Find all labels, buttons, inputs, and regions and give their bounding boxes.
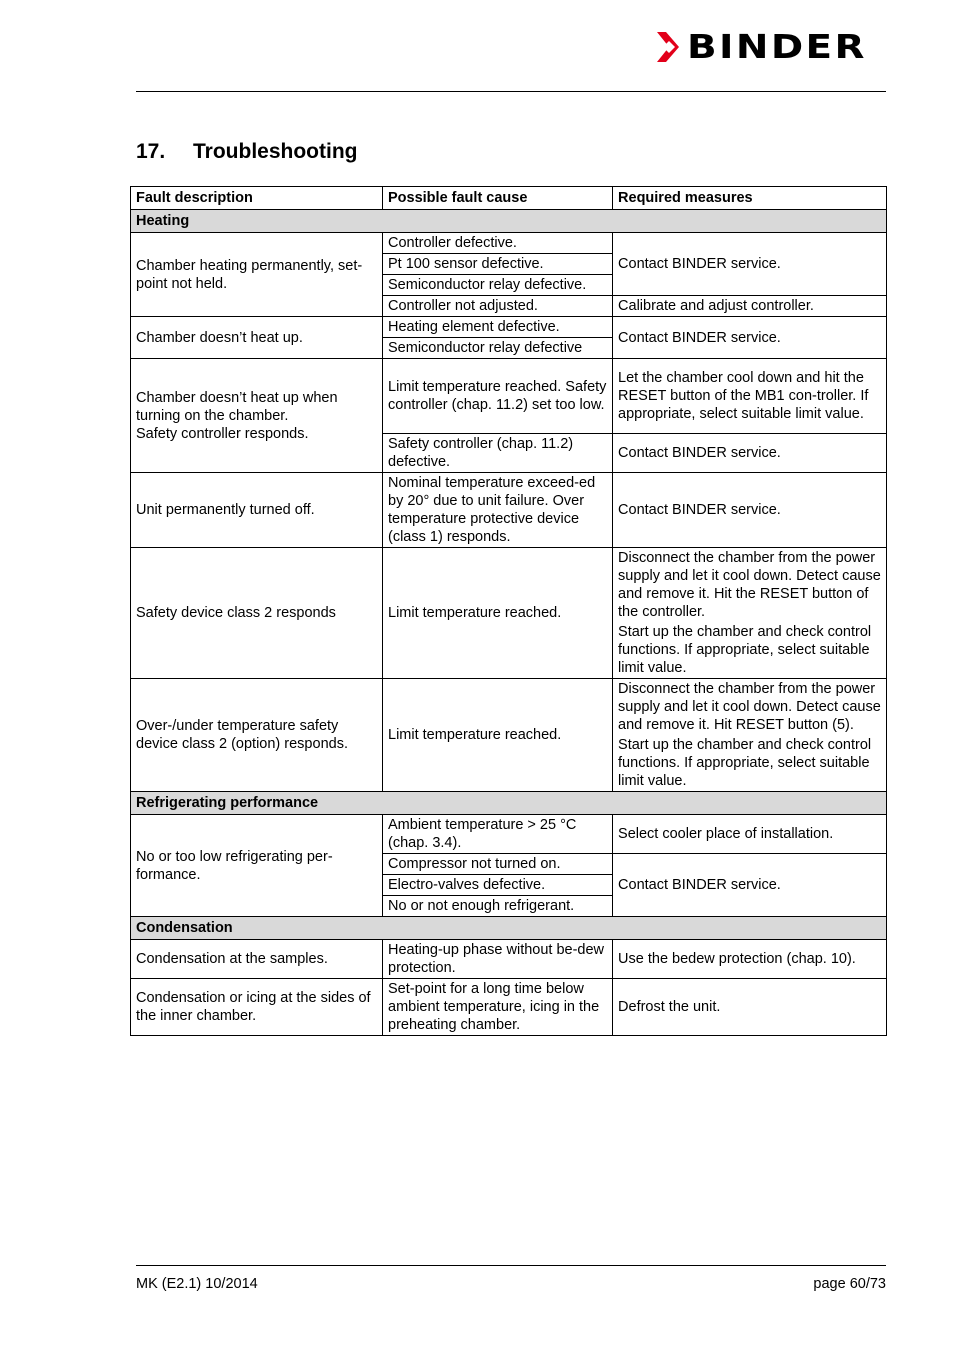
table-row <box>131 548 887 679</box>
fault-cell: Chamber doesn’t heat up when turning on the chamber. Safety controller responds. <box>131 359 383 473</box>
fault-cell: No or too low refrigerating per-formance. <box>131 815 383 917</box>
cause-cell: Limit temperature reached. <box>383 548 613 679</box>
cause-cell: Heating-up phase without be-dew protection. <box>383 940 613 979</box>
fault-cell: Condensation or icing at the sides of the inner chamber. <box>131 979 383 1036</box>
cause-cell: Semiconductor relay defective. <box>383 275 613 296</box>
page-title <box>136 140 357 164</box>
measure-cell: Calibrate and adjust controller. <box>613 296 887 317</box>
table-row <box>131 940 887 979</box>
cause-cell: Compressor not turned on. <box>383 854 613 875</box>
troubleshooting-table <box>130 186 887 1036</box>
section-label: Heating <box>131 210 887 233</box>
header-cause: Possible fault cause <box>383 187 613 210</box>
cause-cell: Set-point for a long time below ambient temperature, icing in the preheating chamber. <box>383 979 613 1036</box>
fault-cell: Over-/under temperature safety device class 2 (option) responds. <box>131 679 383 792</box>
header-fault: Fault description <box>131 187 383 210</box>
table-row <box>131 473 887 548</box>
measure-cell: Select cooler place of installation. <box>613 815 887 854</box>
footer-document-id: MK (E2.1) 10/2014 <box>136 1276 258 1292</box>
section-row-heating <box>131 210 887 233</box>
binder-logo <box>655 27 867 66</box>
footer-rule <box>136 1265 886 1266</box>
cause-cell: Pt 100 sensor defective. <box>383 254 613 275</box>
measure-cell: Contact BINDER service. <box>613 854 887 917</box>
cause-cell: Safety controller (chap. 11.2) defective. <box>383 434 613 473</box>
header-rule <box>136 91 886 92</box>
fault-cell: Condensation at the samples. <box>131 940 383 979</box>
section-number: 17. <box>136 140 166 163</box>
measure-cell: Contact BINDER service. <box>613 434 887 473</box>
section-label: Condensation <box>131 917 887 940</box>
table-row <box>131 979 887 1036</box>
cause-cell: No or not enough refrigerant. <box>383 896 613 917</box>
measure-cell: Contact BINDER service. <box>613 473 887 548</box>
measure-cell: Defrost the unit. <box>613 979 887 1036</box>
measure-paragraph: Start up the chamber and check control functions. If appropriate, select suitable limit value. <box>618 624 872 676</box>
cause-cell: Heating element defective. <box>383 317 613 338</box>
table-row <box>131 359 887 434</box>
table-row <box>131 233 887 254</box>
table-header-row <box>131 187 887 210</box>
cause-cell: Electro-valves defective. <box>383 875 613 896</box>
fault-cell: Safety device class 2 responds <box>131 548 383 679</box>
section-row-condensation <box>131 917 887 940</box>
binder-logo-mark-icon <box>655 30 681 64</box>
measure-cell: Let the chamber cool down and hit the RESET button of the MB1 con-troller. If appropriate, select suitable limit value. <box>613 359 887 434</box>
measure-cell: Contact BINDER service. <box>613 317 887 359</box>
section-label: Refrigerating performance <box>131 792 887 815</box>
measure-paragraph: Start up the chamber and check control functions. If appropriate, select suitable limit value. <box>618 737 872 789</box>
header-measures: Required measures <box>613 187 887 210</box>
table-row <box>131 815 887 854</box>
cause-cell: Controller not adjusted. <box>383 296 613 317</box>
footer-page-number: page 60/73 <box>813 1276 886 1292</box>
cause-cell: Controller defective. <box>383 233 613 254</box>
section-title: Troubleshooting <box>193 140 358 163</box>
measure-cell <box>613 679 887 792</box>
measure-paragraph: Disconnect the chamber from the power supply and let it cool down. Detect cause and remove it. Hit RESET button (5). <box>618 681 881 733</box>
cause-cell: Ambient temperature > 25 °C (chap. 3.4). <box>383 815 613 854</box>
fault-cell: Unit permanently turned off. <box>131 473 383 548</box>
measure-cell: Use the bedew protection (chap. 10). <box>613 940 887 979</box>
cause-cell: Semiconductor relay defective <box>383 338 613 359</box>
table-row <box>131 679 887 792</box>
measure-cell <box>613 548 887 679</box>
cause-cell: Nominal temperature exceed-ed by 20° due to unit failure. Over temperature protective device (class 1) responds. <box>383 473 613 548</box>
cause-cell: Limit temperature reached. Safety controller (chap. 11.2) set too low. <box>383 359 613 434</box>
cause-cell: Limit temperature reached. <box>383 679 613 792</box>
fault-cell: Chamber heating permanently, set-point not held. <box>131 233 383 317</box>
section-row-refrigerating <box>131 792 887 815</box>
logo-text: BINDER <box>687 27 867 66</box>
measure-paragraph: Disconnect the chamber from the power supply and let it cool down. Detect cause and remove it. Hit the RESET button of the controller. <box>618 550 881 620</box>
fault-cell: Chamber doesn’t heat up. <box>131 317 383 359</box>
table-row <box>131 317 887 338</box>
measure-cell: Contact BINDER service. <box>613 233 887 296</box>
